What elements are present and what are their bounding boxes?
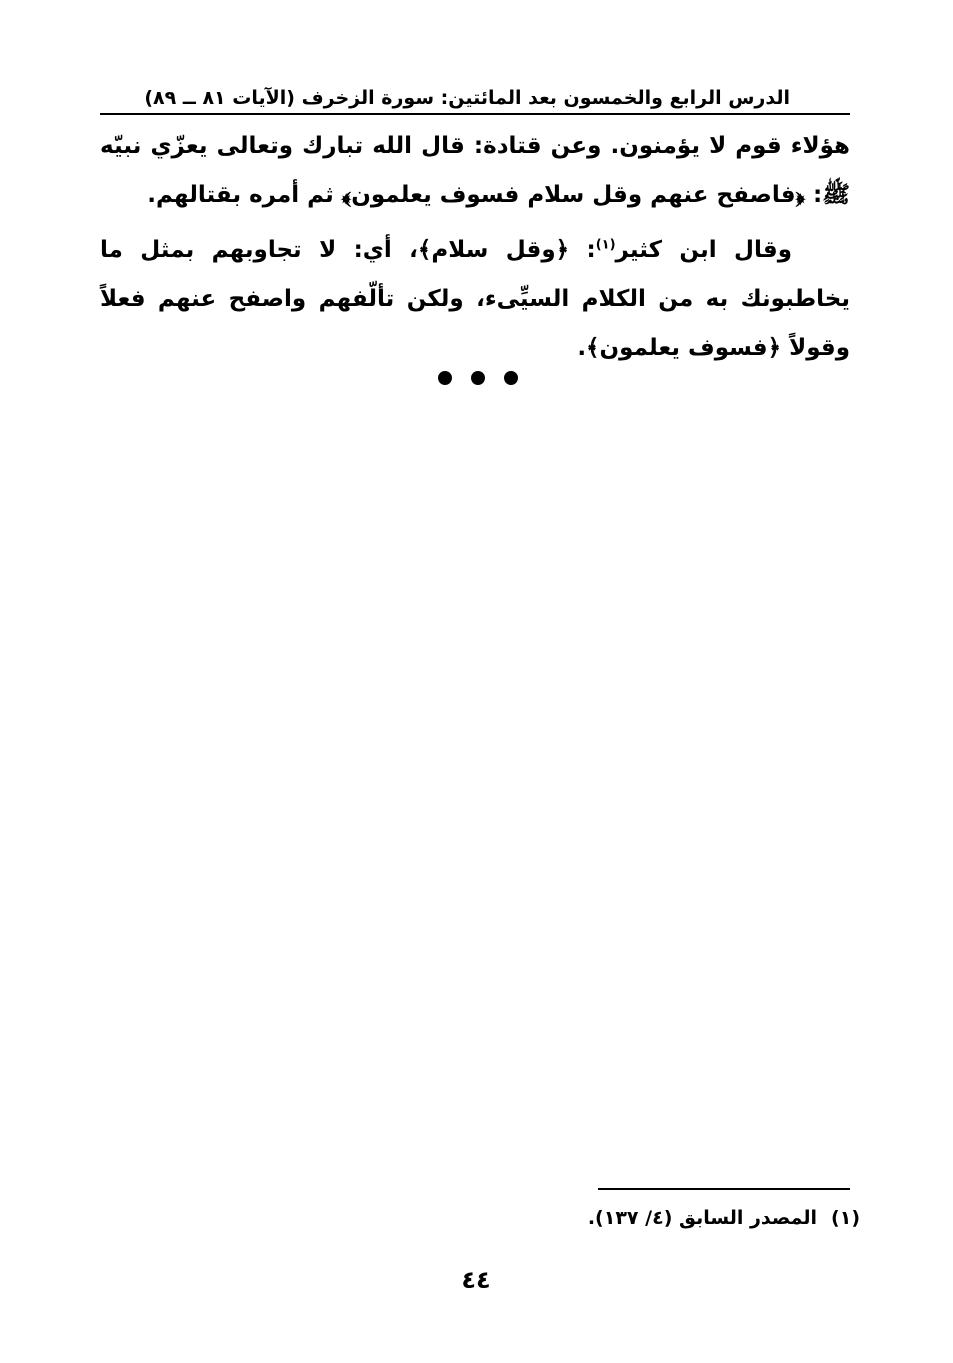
paragraph-qatada: هؤلاء قوم لا يؤمنون. وعن قتادة: قال الله تبارك وتعالى يعزّي نبيّه ﷺ: ﴿فاصفح عنهم وقل سلام فسوف يعلمون﴾ ثم أمره بقتالهم. [100,133,850,208]
separator-dot [471,371,485,385]
separator-dot [504,371,518,385]
separator-dot [438,371,452,385]
body-text [100,122,850,379]
footnote-text: المصدر السابق (٤/ ١٣٧). [587,1207,818,1229]
paragraph-ibn-kathir-lead: وقال ابن كثير [615,237,792,263]
footnote-divider [598,1188,850,1190]
three-dots-separator-icon [438,369,518,387]
running-header: الدرس الرابع والخمسون بعد المائتين: سورة الزخرف (الآيات ٨١ ــ ٨٩) [144,87,790,109]
paragraph-ibn-kathir [100,226,850,373]
paragraph-ibn-kathir-rest: : ﴿وقل سلام﴾، أي: لا تجاوبهم بمثل ما يخاطبونك به من الكلام السيِّىء، ولكن تألّفهم واصفح عنهم فعلاً وقولاً ﴿فسوف يعلمون﴾. [100,237,850,361]
footnote [560,1203,860,1233]
page-number: ٤٤ [461,1266,491,1294]
footnote-reference[interactable]: (١) [595,237,616,253]
footnote-marker: (١) [831,1207,860,1229]
header-divider [100,113,850,115]
